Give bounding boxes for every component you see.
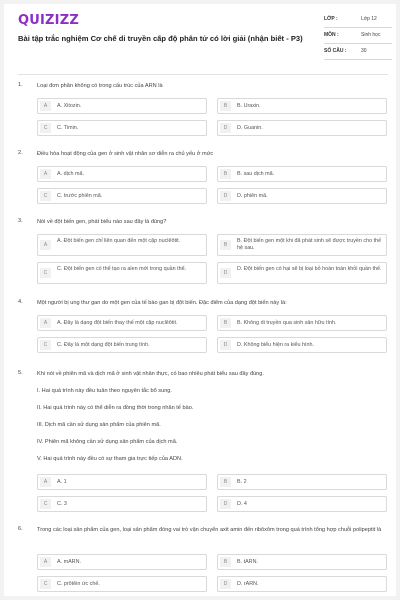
option-letter-badge: C bbox=[40, 123, 51, 133]
option-text: A. 1 bbox=[57, 479, 67, 485]
option-text: A. mARN. bbox=[57, 559, 81, 565]
question-text: Một người bị ung thư gan do một gen của tế bào gan bị đột biến. Đặc điểm của dạng đột biến này là: bbox=[37, 300, 287, 306]
option-text: C. Đột biến gen có thể tạo ra alen mới trong quần thể. bbox=[57, 266, 187, 272]
question-text: Điều hòa hoạt động của gen ở sinh vật nhân sơ diễn ra chủ yếu ở mức bbox=[37, 151, 214, 157]
option-letter-badge: D bbox=[220, 579, 231, 589]
option-text: D. 4 bbox=[237, 501, 247, 507]
option-text: B. tARN. bbox=[237, 559, 258, 565]
answer-option-b[interactable] bbox=[217, 234, 387, 256]
option-letter-badge: B bbox=[220, 240, 231, 250]
option-text: B. Uraxin. bbox=[237, 103, 261, 109]
answer-option-a[interactable] bbox=[37, 554, 207, 570]
answer-option-a[interactable] bbox=[37, 234, 207, 256]
option-letter-badge: A bbox=[40, 101, 51, 111]
option-text: A. Đột biến gen chỉ liên quan đến một cặp nuclêôtit. bbox=[57, 238, 181, 244]
statement-line: III. Dịch mã cần sử dụng sản phẩm của phiên mã. bbox=[37, 422, 161, 428]
meta-row-grade bbox=[324, 14, 392, 28]
answer-option-c[interactable] bbox=[37, 496, 207, 512]
option-letter-badge: D bbox=[220, 191, 231, 201]
question-text: Trong các loại sản phẩm của gen, loại sản phẩm đóng vai trò vận chuyển axit amin đến ribôxôm trong quá trình tổng hợp chuỗi polipeptit là bbox=[37, 527, 382, 533]
option-letter-badge: C bbox=[40, 268, 51, 278]
option-letter-badge: D bbox=[220, 268, 231, 278]
answer-option-d[interactable] bbox=[217, 496, 387, 512]
option-letter-badge: D bbox=[220, 123, 231, 133]
answer-option-b[interactable] bbox=[217, 166, 387, 182]
option-letter-badge: A bbox=[40, 240, 51, 250]
option-letter-badge: A bbox=[40, 557, 51, 567]
question-number: 1. bbox=[18, 82, 23, 88]
answer-option-d[interactable] bbox=[217, 262, 387, 284]
answer-option-b[interactable] bbox=[217, 98, 387, 114]
question-text: Loại đơn phân không có trong cấu trúc của ARN là bbox=[37, 83, 163, 89]
answer-option-c[interactable] bbox=[37, 262, 207, 284]
statement-line: II. Hai quá trình này có thể diễn ra đồng thời trong nhân tế bào. bbox=[37, 405, 194, 411]
statement-line: I. Hai quá trình này đều tuân theo nguyên tắc bổ sung. bbox=[37, 388, 172, 394]
option-letter-badge: D bbox=[220, 499, 231, 509]
option-text: D. phiên mã. bbox=[237, 193, 268, 199]
question-number: 4. bbox=[18, 299, 23, 305]
option-letter-badge: C bbox=[40, 579, 51, 589]
answer-option-a[interactable] bbox=[37, 315, 207, 331]
option-text: B. sau dịch mã. bbox=[237, 171, 275, 177]
question-number: 3. bbox=[18, 218, 23, 224]
meta-row-question-count bbox=[324, 46, 392, 60]
statement-line: IV. Phiên mã không cần sử dụng sản phẩm của dịch mã. bbox=[37, 439, 178, 445]
worksheet-header bbox=[4, 4, 396, 70]
worksheet-page bbox=[4, 4, 396, 596]
answer-option-d[interactable] bbox=[217, 120, 387, 136]
meta-label: MÔN : bbox=[324, 32, 339, 38]
answer-option-c[interactable] bbox=[37, 188, 207, 204]
answer-option-c[interactable] bbox=[37, 576, 207, 592]
answer-option-a[interactable] bbox=[37, 166, 207, 182]
answer-option-b[interactable] bbox=[217, 474, 387, 490]
option-text: C. 3 bbox=[57, 501, 67, 507]
option-letter-badge: D bbox=[220, 340, 231, 350]
option-letter-badge: A bbox=[40, 318, 51, 328]
worksheet-title: Bài tập trắc nghiệm Cơ chế di truyền cấp độ phân tử có lời giải (nhận biết - P3) bbox=[18, 34, 303, 43]
meta-value: Lớp 12 bbox=[361, 16, 377, 22]
meta-label: LỚP : bbox=[324, 16, 338, 22]
statement-line: V. Hai quá trình này đều có sự tham gia trực tiếp của ADN. bbox=[37, 456, 183, 462]
option-letter-badge: B bbox=[220, 318, 231, 328]
answer-option-a[interactable] bbox=[37, 98, 207, 114]
option-text: C. prôtêin ức chế. bbox=[57, 581, 100, 587]
question-number: 5. bbox=[18, 370, 23, 376]
answer-option-b[interactable] bbox=[217, 315, 387, 331]
option-letter-badge: A bbox=[40, 169, 51, 179]
option-letter-badge: B bbox=[220, 477, 231, 487]
option-text: D. Guanin. bbox=[237, 125, 263, 131]
option-text: A. Đây là dạng đột biến thay thế một cặp nuclêôtit. bbox=[57, 320, 178, 326]
option-text: B. 2 bbox=[237, 479, 247, 485]
option-letter-badge: A bbox=[40, 477, 51, 487]
option-text: D. Đột biến gen có hại sẽ bị loại bỏ hoàn toàn khỏi quần thể. bbox=[237, 266, 382, 272]
meta-value: Sinh học bbox=[361, 32, 381, 38]
option-text: A. dịch mã. bbox=[57, 171, 84, 177]
option-text: B. Đột biến gen một khi đã phát sinh sẽ được truyền cho thế hệ sau. bbox=[237, 238, 382, 251]
question-text: Nói về đột biến gen, phát biểu nào sau đây là đúng? bbox=[37, 219, 167, 225]
meta-label: SỐ CÂU : bbox=[324, 48, 347, 54]
answer-option-c[interactable] bbox=[37, 337, 207, 353]
question-number: 2. bbox=[18, 150, 23, 156]
option-text: D. Không biểu hiện ra kiểu hình. bbox=[237, 342, 315, 348]
quizizz-logo: QUIZIZZ bbox=[18, 13, 79, 28]
option-text: B. Không di truyền qua sinh sản hữu tính. bbox=[237, 320, 337, 326]
meta-value: 30 bbox=[361, 48, 367, 54]
worksheet-meta bbox=[324, 14, 392, 62]
answer-option-a[interactable] bbox=[37, 474, 207, 490]
meta-row-subject bbox=[324, 30, 392, 44]
answer-option-c[interactable] bbox=[37, 120, 207, 136]
option-letter-badge: C bbox=[40, 499, 51, 509]
question-number: 6. bbox=[18, 526, 23, 532]
option-text: C. Timin. bbox=[57, 125, 79, 131]
option-text: A. Xitozin. bbox=[57, 103, 82, 109]
option-letter-badge: C bbox=[40, 191, 51, 201]
option-text: D. rARN. bbox=[237, 581, 259, 587]
answer-option-d[interactable] bbox=[217, 337, 387, 353]
option-letter-badge: B bbox=[220, 169, 231, 179]
header-divider bbox=[18, 74, 388, 75]
option-text: C. trước phiên mã. bbox=[57, 193, 103, 199]
answer-option-b[interactable] bbox=[217, 554, 387, 570]
answer-option-d[interactable] bbox=[217, 576, 387, 592]
option-letter-badge: C bbox=[40, 340, 51, 350]
option-letter-badge: B bbox=[220, 557, 231, 567]
option-text: C. Đây là một dạng đột biến trung tính. bbox=[57, 342, 150, 348]
answer-option-d[interactable] bbox=[217, 188, 387, 204]
option-letter-badge: B bbox=[220, 101, 231, 111]
question-text: Khi nói về phiên mã và dịch mã ở sinh vật nhân thực, có bao nhiêu phát biểu sau đây đúng. bbox=[37, 371, 264, 377]
